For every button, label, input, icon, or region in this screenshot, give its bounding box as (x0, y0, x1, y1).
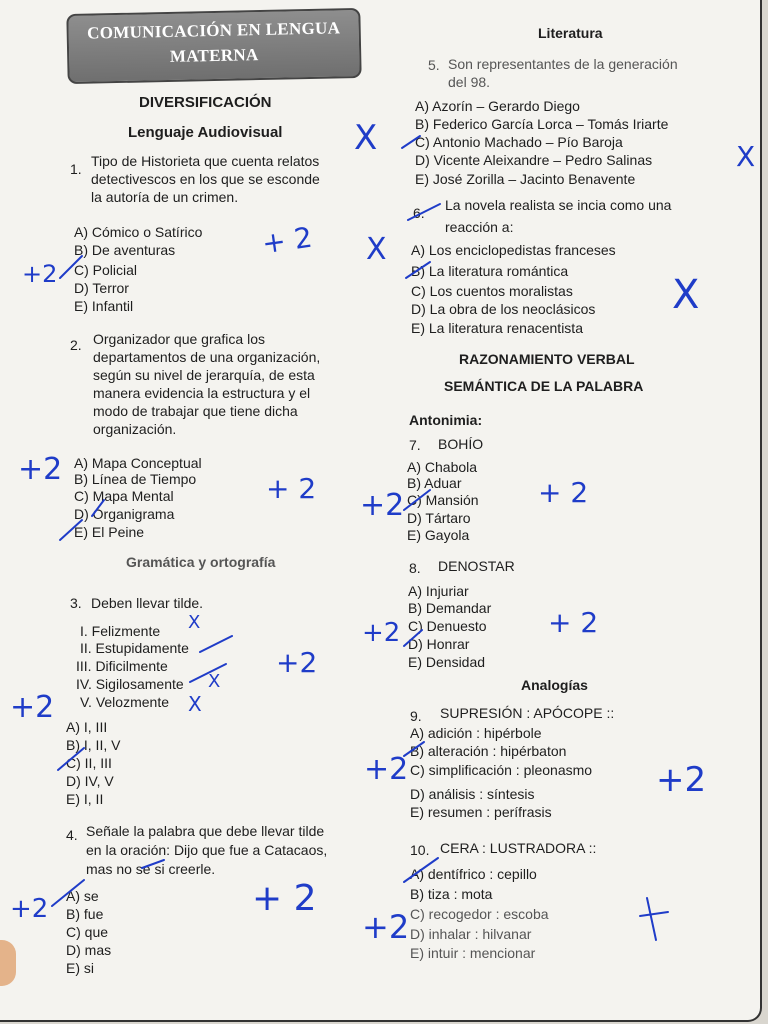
q10-stem: CERA : LUSTRADORA :: (440, 840, 597, 856)
q9-option-b: B) alteración : hipérbaton (410, 743, 567, 759)
q2-line-6: organización. (93, 421, 177, 437)
q2-line-4: manera evidencia la estructura y el (93, 385, 311, 401)
handwritten-cross: X (672, 272, 700, 318)
q6-option-e: E) La literatura renacentista (411, 320, 583, 336)
q3-option-c: C) II, III (66, 755, 112, 771)
q7-option-b: B) Aduar (407, 475, 462, 491)
q2-line-5: modo de trabajar que tiene dicha (93, 403, 298, 419)
q6-line-1: La novela realista se incia como una (445, 197, 672, 213)
handwritten-score: + 2 (259, 220, 315, 261)
q1-line-2: detectivescos en los que se esconde (91, 171, 320, 187)
section-diversificacion: DIVERSIFICACIÓN (139, 94, 272, 111)
q3-option-b: B) I, II, V (66, 737, 121, 753)
q2-line-2: departamentos de una organización, (93, 349, 321, 365)
q6-number: 6. (413, 205, 425, 221)
q7-option-c: C) Mansión (407, 492, 479, 508)
handwritten-score: +2 (276, 646, 318, 679)
q8-option-e: E) Densidad (408, 654, 486, 670)
handwritten-cross: X (188, 692, 202, 716)
q4-option-a: A) se (66, 888, 99, 904)
q2-line-3: según su nivel de jerarquía, de esta (93, 367, 315, 383)
q2-option-a: A) Mapa Conceptual (74, 455, 202, 471)
q3-item-5: V. Velozmente (80, 694, 169, 710)
handwritten-score: +2 (360, 488, 405, 523)
q2-line-1: Organizador que grafica los (93, 331, 265, 347)
literatura-title: Literatura (538, 25, 603, 41)
handwritten-score: + 2 (266, 472, 317, 505)
q2-number: 2. (70, 337, 82, 353)
q3-item-3: III. Dificilmente (76, 658, 168, 674)
q7-option-e: E) Gayola (407, 527, 470, 543)
q4-line-2: en la oración: Dijo que fue a Catacaos, (86, 842, 328, 858)
q5-line-1: Son representantes de la generación (448, 56, 678, 72)
q1-option-c: C) Policial (74, 262, 138, 278)
q1-option-a: A) Cómico o Satírico (74, 224, 203, 240)
banner-line-2: MATERNA (169, 45, 259, 66)
q3-stem: Deben llevar tilde. (91, 595, 204, 611)
q8-option-d: D) Honrar (408, 636, 470, 652)
q6-line-2: reacción a: (445, 219, 514, 235)
q5-option-a: A) Azorín – Gerardo Diego (415, 98, 580, 114)
q3-option-e: E) I, II (66, 791, 104, 807)
banner-line-1: COMUNICACIÓN EN LENGUA (86, 18, 341, 43)
q1-option-b: B) De aventuras (74, 242, 176, 258)
q2-option-d: D) Organigrama (74, 506, 175, 522)
q4-option-e: E) si (66, 960, 94, 976)
handwritten-score: + 2 (252, 878, 317, 919)
q1-line-1: Tipo de Historieta que cuenta relatos (91, 153, 320, 169)
q2-option-b: B) Línea de Tiempo (74, 471, 197, 487)
q4-number: 4. (66, 827, 78, 843)
q5-line-2: del 98. (448, 74, 491, 90)
handwritten-score: +2 (10, 894, 49, 924)
q10-option-d: D) inhalar : hilvanar (410, 926, 532, 942)
q3-item-2: II. Estupidamente (80, 640, 189, 656)
analogias-label: Analogías (521, 677, 588, 693)
q6-option-c: C) Los cuentos moralistas (411, 283, 573, 299)
q10-option-a: A) dentífrico : cepillo (410, 866, 537, 882)
subsection-lenguaje-audiovisual: Lenguaje Audiovisual (128, 124, 283, 141)
q1-number: 1. (70, 161, 82, 177)
q4-line-3: mas no se si creerle. (86, 861, 216, 877)
q5-number: 5. (428, 57, 440, 73)
q5-option-e: E) José Zorilla – Jacinto Benavente (415, 171, 636, 187)
q4-option-c: C) que (66, 924, 109, 940)
handwritten-cross: X (366, 232, 387, 267)
q10-option-e: E) intuir : mencionar (410, 945, 536, 961)
handwritten-score: + 2 (548, 606, 599, 639)
handwritten-score: + 2 (538, 476, 589, 509)
section-razonamiento-verbal: RAZONAMIENTO VERBAL (459, 351, 635, 367)
q9-option-d: D) análisis : síntesis (410, 786, 535, 802)
q1-line-3: la autoría de un crimen. (91, 189, 239, 205)
q1-option-d: D) Terror (74, 280, 129, 296)
q3-option-a: A) I, III (66, 719, 108, 735)
q9-number: 9. (410, 708, 422, 724)
section-semantica: SEMÁNTICA DE LA PALABRA (444, 378, 644, 394)
q9-option-c: C) simplificación : pleonasmo (410, 762, 593, 778)
q2-option-c: C) Mapa Mental (74, 488, 174, 504)
q10-option-c: C) recogedor : escoba (410, 906, 549, 922)
q8-option-b: B) Demandar (408, 600, 492, 616)
handwritten-cross: X (736, 140, 756, 173)
q8-word: DENOSTAR (438, 558, 515, 574)
q6-option-b: B) La literatura romántica (411, 263, 569, 279)
q10-number: 10. (410, 842, 430, 858)
handwritten-score: +2 (362, 618, 401, 648)
handwritten-score: +2 (18, 452, 63, 487)
q4-option-b: B) fue (66, 906, 104, 922)
q4-option-d: D) mas (66, 942, 112, 958)
q7-number: 7. (409, 437, 421, 453)
q9-option-a: A) adición : hipérbole (410, 725, 542, 741)
q3-option-d: D) IV, V (66, 773, 114, 789)
handwritten-score: +2 (10, 690, 55, 725)
q5-option-c: C) Antonio Machado – Pío Baroja (415, 134, 623, 150)
q8-number: 8. (409, 560, 421, 576)
q7-option-a: A) Chabola (407, 459, 478, 475)
q6-option-a: A) Los enciclopedistas franceses (411, 242, 616, 258)
q6-option-d: D) La obra de los neoclásicos (411, 301, 596, 317)
handwritten-score: +2 (364, 752, 409, 787)
q10-option-b: B) tiza : mota (410, 886, 493, 902)
q9-stem: SUPRESIÓN : APÓCOPE :: (440, 705, 615, 721)
q5-option-d: D) Vicente Aleixandre – Pedro Salinas (415, 152, 653, 168)
q9-option-e: E) resumen : perífrasis (410, 804, 552, 820)
handwritten-score: +2 (22, 260, 58, 288)
q3-item-4: IV. Sigilosamente (76, 676, 184, 692)
q5-option-b: B) Federico García Lorca – Tomás Iriarte (415, 116, 669, 132)
q3-number: 3. (70, 595, 82, 611)
q8-option-c: C) Denuesto (408, 618, 487, 634)
handwritten-cross: X (188, 612, 201, 633)
q7-option-d: D) Tártaro (407, 510, 471, 526)
antonimia-label: Antonimia: (409, 412, 483, 428)
handwritten-cross: X (354, 118, 378, 158)
handwritten-score: +2 (656, 760, 707, 800)
subsection-gramatica: Gramática y ortografía (126, 554, 276, 570)
q2-option-e: E) El Peine (74, 524, 145, 540)
thumb (0, 940, 16, 986)
handwritten-cross: X (208, 671, 221, 692)
handwritten-score: +2 (362, 908, 410, 946)
q1-option-e: E) Infantil (74, 298, 134, 314)
q8-option-a: A) Injuriar (408, 583, 469, 599)
q4-line-1: Señale la palabra que debe llevar tilde (86, 823, 325, 839)
q3-item-1: I. Felizmente (80, 623, 161, 639)
q7-word: BOHÍO (438, 436, 484, 452)
